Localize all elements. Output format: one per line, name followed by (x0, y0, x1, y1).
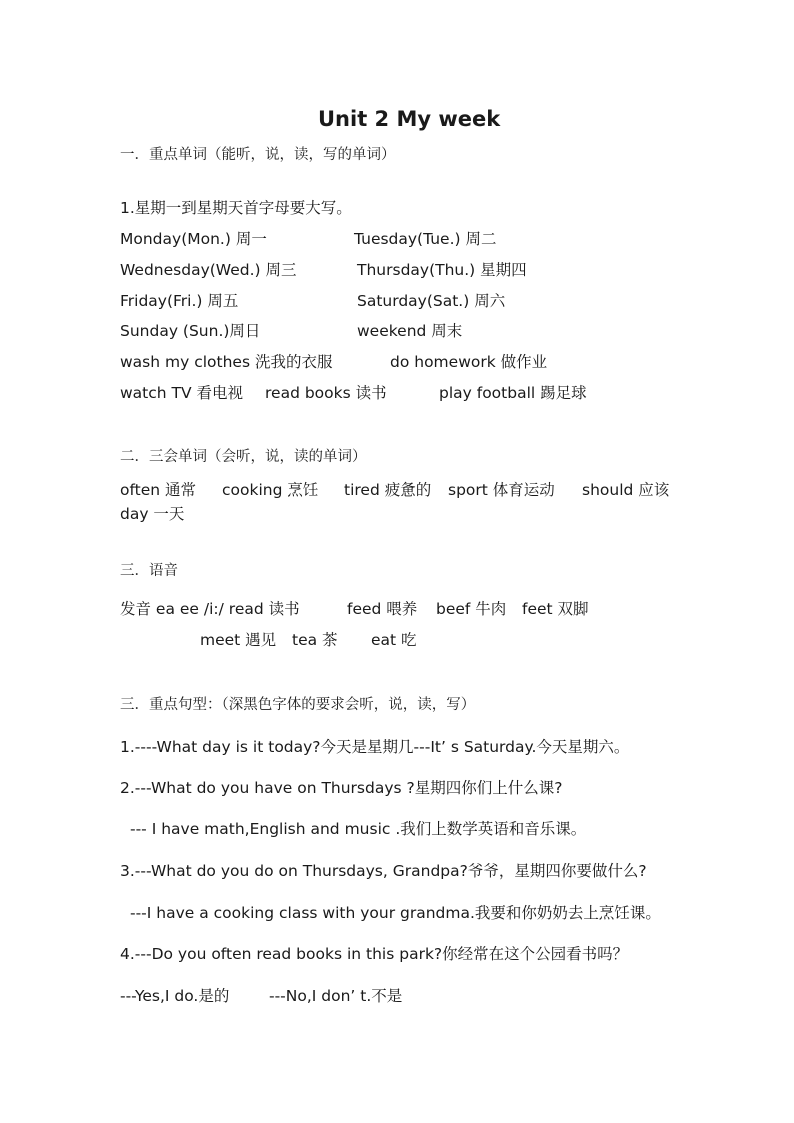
section3-heading: 三．语音 (120, 563, 178, 579)
word-cooking: cooking 烹饪 (222, 481, 319, 499)
vocab-thursday: Thursday(Thu.) 星期四 (357, 261, 527, 279)
vocab-wash-clothes: wash my clothes 洗我的衣服 (120, 353, 333, 371)
vocab-wednesday: Wednesday(Wed.) 周三 (120, 261, 297, 279)
sentence-3-question: 3.---What do you do on Thursdays, Grandpa?爷爷，星期四你要做什么? (120, 862, 647, 880)
section1-heading: 一．重点单词（能听，说，读，写的单词） (120, 147, 396, 163)
section2-heading: 二．三会单词（会听，说，读的单词） (120, 449, 367, 465)
word-should: should 应该 (582, 481, 670, 499)
word-tired: tired 疲惫的 (344, 481, 432, 499)
phonics-feet: feet 双脚 (522, 600, 589, 618)
sentence-4-answer-no: ---No,I don’ t.不是 (269, 987, 403, 1005)
sentence-3-answer: ---I have a cooking class with your grandma.我要和你奶奶去上烹饪课。 (130, 904, 661, 922)
phonics-beef: beef 牛肉 (436, 600, 507, 618)
sentence-4-answer-yes: ---Yes,I do.是的 (120, 987, 230, 1005)
word-sport: sport 体育运动 (448, 481, 555, 499)
sentence-1: 1.----What day is it today?今天是星期几---It’ s Saturday.今天星期六。 (120, 738, 630, 756)
phonics-feed: feed 喂养 (347, 600, 418, 618)
phonics-read: 发音 ea ee /i:/ read 读书 (120, 600, 300, 618)
sentence-2-question: 2.---What do you have on Thursdays ?星期四你们上什么课? (120, 779, 563, 797)
vocab-saturday: Saturday(Sat.) 周六 (357, 292, 506, 310)
phonics-meet: meet 遇见 (200, 631, 277, 649)
page-title: Unit 2 My week (318, 107, 501, 131)
vocab-weekend: weekend 周末 (357, 322, 463, 340)
word-often: often 通常 (120, 481, 197, 499)
section4-heading: 三．重点句型：（深黑色字体的要求会听，说，读，写） (120, 697, 476, 713)
vocab-read-books: read books 读书 (265, 384, 387, 402)
phonics-tea: tea 茶 (292, 631, 338, 649)
phonics-eat: eat 吃 (371, 631, 417, 649)
vocab-sunday: Sunday (Sun.)周日 (120, 322, 261, 340)
vocab-tuesday: Tuesday(Tue.) 周二 (354, 230, 497, 248)
section1-note: 1.星期一到星期天首字母要大写。 (120, 199, 352, 217)
vocab-watch-tv: watch TV 看电视 (120, 384, 244, 402)
sentence-4-question: 4.---Do you often read books in this park?你经常在这个公园看书吗？ (120, 945, 629, 963)
vocab-do-homework: do homework 做作业 (390, 353, 548, 371)
word-day: day 一天 (120, 505, 185, 523)
vocab-friday: Friday(Fri.) 周五 (120, 292, 239, 310)
vocab-monday: Monday(Mon.) 周一 (120, 230, 267, 248)
vocab-play-football: play football 踢足球 (439, 384, 587, 402)
sentence-2-answer: --- I have math,English and music .我们上数学英语和音乐课。 (130, 820, 587, 838)
